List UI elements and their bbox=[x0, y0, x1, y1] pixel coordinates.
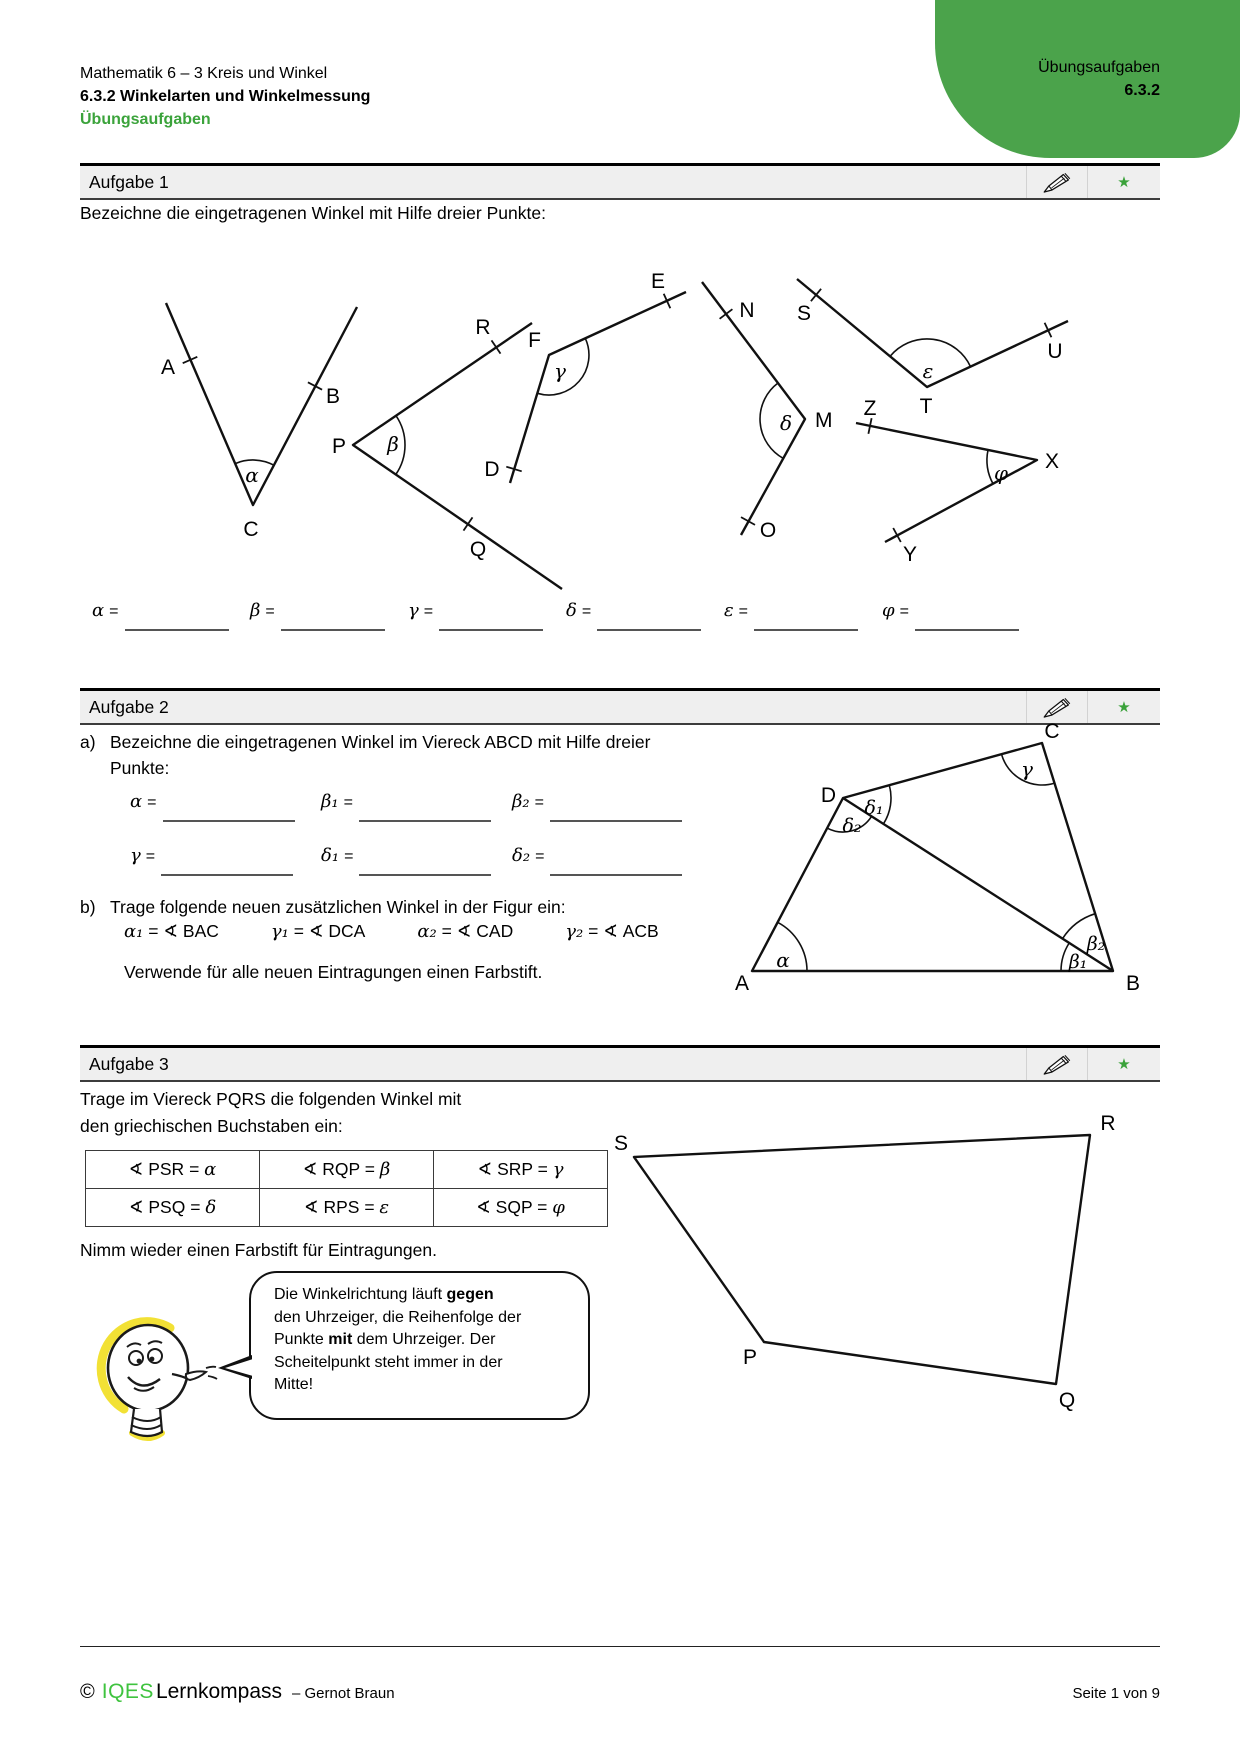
answer-blank-alpha: α = bbox=[92, 600, 250, 631]
task3-header-bar bbox=[80, 1045, 1160, 1082]
table-cell: ∢ SQP = φ bbox=[434, 1189, 608, 1227]
blank-beta1: β₁ = bbox=[321, 791, 512, 822]
angle-label: γ bbox=[1021, 757, 1033, 781]
angle-def: α₂ = ∢ CAD bbox=[417, 921, 514, 942]
vertex-label: M bbox=[815, 409, 833, 432]
chapter-title: 6.3.2 Winkelarten und Winkelmessung bbox=[80, 88, 371, 105]
answer-line bbox=[281, 609, 385, 631]
table-row bbox=[86, 1151, 608, 1189]
task1-figures bbox=[80, 230, 1160, 590]
star-icon: ★ bbox=[1087, 1048, 1160, 1080]
task3-note: Nimm wieder einen Farbstift für Eintragungen. bbox=[80, 1240, 437, 1260]
course-title: Mathematik 6 – 3 Kreis und Winkel bbox=[80, 65, 328, 82]
badge-title: Übungsaufgaben bbox=[1038, 59, 1160, 76]
point-label: Q bbox=[1058, 1389, 1076, 1412]
tip-line: Punkte mit dem Uhrzeiger. Der bbox=[274, 1331, 496, 1348]
point-label: Z bbox=[863, 397, 877, 420]
badge-code: 6.3.2 bbox=[1124, 82, 1160, 99]
point-label: B bbox=[325, 385, 341, 408]
answer-line bbox=[359, 800, 491, 822]
figure-delta bbox=[702, 282, 833, 542]
task3-bar-icons bbox=[1026, 1048, 1160, 1080]
answer-line bbox=[359, 854, 491, 876]
answer-line bbox=[915, 609, 1019, 631]
point-label: S bbox=[796, 302, 812, 325]
footer-rule bbox=[80, 1646, 1160, 1647]
task2-blank-row-1 bbox=[130, 791, 703, 822]
brand-iqes: IQES bbox=[101, 1680, 154, 1703]
footer-author: – Gernot Braun bbox=[292, 1685, 395, 1702]
blank-delta2: δ₂ = bbox=[512, 845, 703, 876]
angle-def: γ₁ = ∢ DCA bbox=[270, 921, 366, 942]
angle-label: δ bbox=[779, 411, 793, 435]
answer-line bbox=[125, 609, 229, 631]
answer-line bbox=[161, 854, 293, 876]
figure-phi bbox=[856, 397, 1059, 566]
worksheet-type: Übungsaufgaben bbox=[80, 111, 211, 128]
task2-note: Verwende für alle neuen Eintragungen einen Farbstift. bbox=[124, 962, 543, 982]
vertex-label: P bbox=[331, 435, 346, 458]
answer-blank-epsilon: ε = bbox=[724, 600, 882, 631]
tip-line: Die Winkelrichtung läuft gegen bbox=[274, 1286, 494, 1303]
angle-label: α bbox=[776, 948, 790, 972]
point-label: S bbox=[613, 1132, 629, 1155]
point-label: P bbox=[742, 1346, 758, 1369]
answer-blank-phi: φ = bbox=[882, 600, 1040, 631]
figure-epsilon bbox=[797, 279, 1068, 418]
blank-delta1: δ₁ = bbox=[321, 845, 512, 876]
enum-b: b) bbox=[80, 897, 96, 917]
task1-instruction: Bezeichne die eingetragenen Winkel mit Hilfe dreier Punkte: bbox=[80, 203, 546, 223]
blank-alpha: α = bbox=[130, 791, 321, 822]
task2b-instruction: Trage folgende neuen zusätzlichen Winkel in der Figur ein: bbox=[110, 897, 566, 917]
angle-label: β₁ bbox=[1068, 951, 1088, 973]
point-label: R bbox=[1100, 1112, 1116, 1135]
table-cell: ∢ SRP = γ bbox=[434, 1151, 608, 1189]
task3-title: Aufgabe 3 bbox=[89, 1053, 169, 1074]
task1-title: Aufgabe 1 bbox=[89, 171, 169, 192]
task2a-text-block bbox=[80, 729, 655, 781]
angle-def: γ₂ = ∢ ACB bbox=[565, 921, 659, 942]
corner-badge bbox=[935, 0, 1240, 158]
angle-label: β bbox=[387, 432, 399, 456]
point-label: A bbox=[160, 356, 176, 379]
blank-gamma: γ = bbox=[130, 845, 321, 876]
table-cell: ∢ RQP = β bbox=[260, 1151, 434, 1189]
footer bbox=[80, 1680, 1160, 1704]
point-label: U bbox=[1047, 340, 1063, 363]
task2-blank-row-2 bbox=[130, 845, 703, 876]
tip-line: den Uhrzeiger, die Reihenfolge der bbox=[274, 1308, 522, 1326]
blank-beta2: β₂ = bbox=[512, 791, 703, 822]
angle-label: φ bbox=[993, 461, 1009, 485]
vertex-label: X bbox=[1045, 450, 1060, 473]
point-label: Q bbox=[469, 538, 487, 561]
answer-line bbox=[439, 609, 543, 631]
header-block bbox=[80, 62, 370, 131]
table-cell: ∢ RPS = ε bbox=[260, 1189, 434, 1227]
figure-alpha bbox=[161, 303, 357, 541]
angle-label: δ₂ bbox=[842, 815, 862, 837]
table-cell: ∢ PSQ = δ bbox=[86, 1189, 260, 1227]
vertex-label: C bbox=[243, 518, 259, 541]
vertex-label: F bbox=[528, 329, 541, 352]
page-number: Seite 1 von 9 bbox=[1072, 1685, 1160, 1702]
point-label: D bbox=[820, 784, 836, 807]
angle-label: γ bbox=[554, 359, 566, 383]
lightbulb-mascot bbox=[86, 1316, 261, 1456]
task2-title: Aufgabe 2 bbox=[89, 696, 169, 717]
star-icon: ★ bbox=[1087, 691, 1160, 723]
brand-lernkompass: Lernkompass bbox=[155, 1680, 282, 1703]
task3-instruction: Trage im Viereck PQRS die folgenden Winkel mit den griechischen Buchstaben ein: bbox=[80, 1089, 462, 1136]
enum-a: a) bbox=[80, 732, 96, 752]
tip-speech-bubble bbox=[249, 1271, 590, 1420]
point-label: A bbox=[734, 972, 750, 995]
point-label: B bbox=[1125, 972, 1141, 995]
point-label: O bbox=[759, 519, 777, 542]
pencil-icon bbox=[1026, 166, 1087, 198]
answer-blank-delta: δ = bbox=[566, 600, 724, 631]
answer-blank-beta: β = bbox=[250, 600, 408, 631]
task3-angle-table bbox=[85, 1150, 608, 1227]
task1-header-bar bbox=[80, 163, 1160, 200]
task2-angle-definitions bbox=[124, 921, 659, 942]
answer-line bbox=[754, 609, 858, 631]
angle-label: δ₁ bbox=[864, 797, 884, 819]
angle-label: α bbox=[245, 463, 259, 487]
star-icon: ★ bbox=[1087, 166, 1160, 198]
tip-line: Scheitelpunkt steht immer in der bbox=[274, 1353, 503, 1371]
point-label: C bbox=[1044, 720, 1060, 743]
figure-gamma bbox=[484, 270, 686, 483]
tip-line: Mitte! bbox=[274, 1376, 314, 1393]
figure-beta bbox=[332, 316, 562, 589]
task1-bar-icons bbox=[1026, 166, 1160, 198]
point-label: D bbox=[484, 458, 500, 481]
task1-answer-row bbox=[92, 600, 1162, 631]
task2a-instruction: Bezeichne die eingetragenen Winkel im Viereck ABCD mit Hilfe dreier Punkte: bbox=[110, 732, 651, 778]
answer-line bbox=[163, 800, 295, 822]
answer-blank-gamma: γ = bbox=[408, 600, 566, 631]
point-label: N bbox=[739, 299, 755, 322]
pencil-icon bbox=[1026, 1048, 1087, 1080]
angle-label: β₂ bbox=[1086, 933, 1106, 955]
task3-figure-pqrs bbox=[540, 1090, 1160, 1420]
angle-label: ε bbox=[922, 359, 934, 383]
task2-figure-abcd bbox=[640, 650, 1160, 1000]
vertex-label: T bbox=[919, 395, 933, 418]
point-label: Y bbox=[902, 543, 918, 566]
copyright-icon: © bbox=[80, 1681, 95, 1703]
point-label: E bbox=[650, 270, 666, 293]
table-row bbox=[86, 1189, 608, 1227]
angle-def: α₁ = ∢ BAC bbox=[124, 921, 219, 942]
point-label: R bbox=[475, 316, 491, 339]
answer-line bbox=[597, 609, 701, 631]
table-cell: ∢ PSR = α bbox=[86, 1151, 260, 1189]
